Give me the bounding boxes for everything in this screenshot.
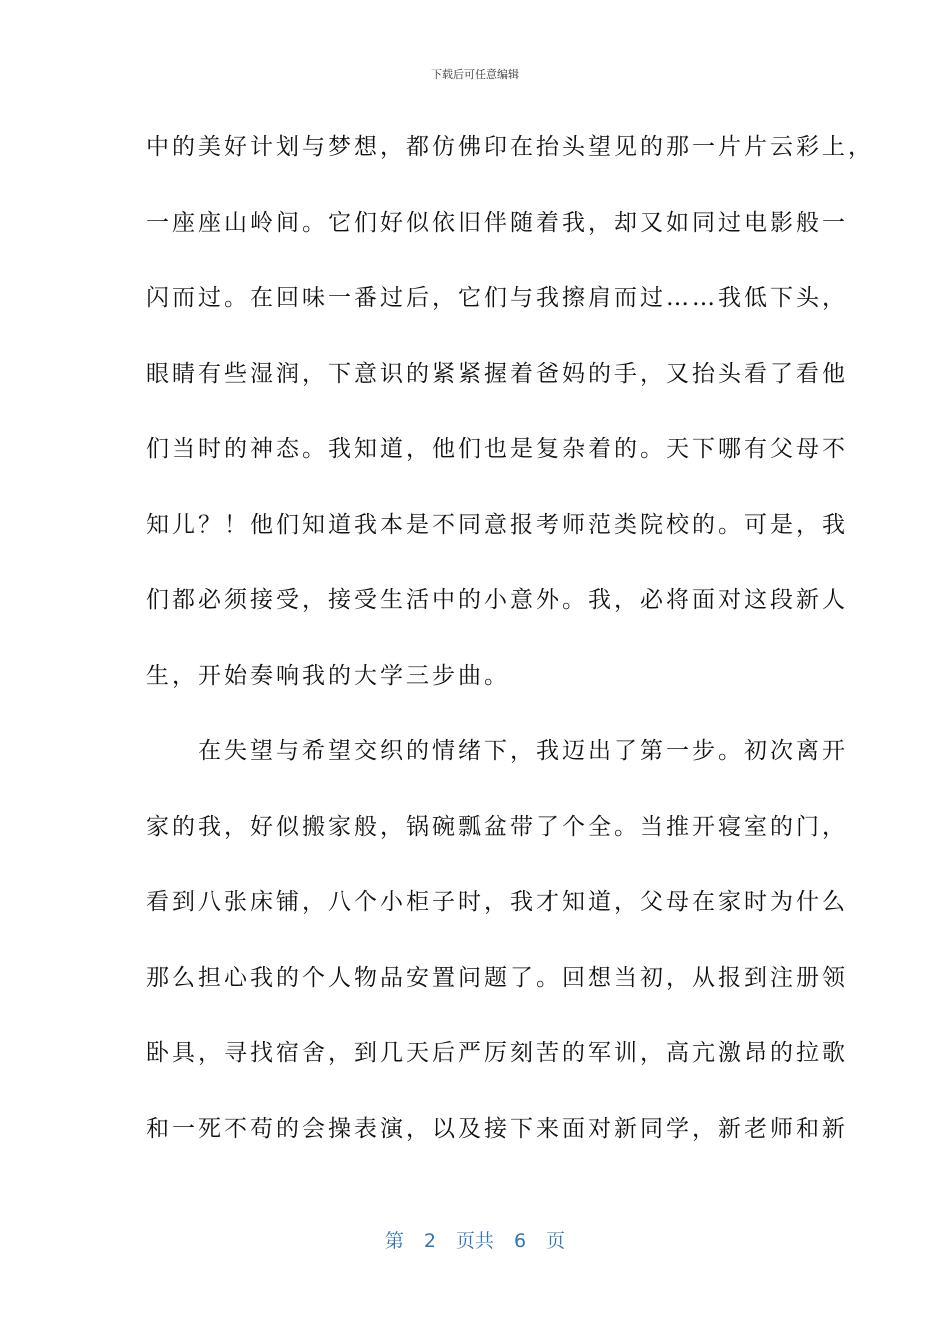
text-line: 中的美好计划与梦想，都仿佛印在抬头望见的那一片片云彩上， <box>146 134 874 160</box>
body-text <box>146 110 874 1167</box>
text-line: 知儿？！他们知道我本是不同意报考师范类院校的。可是，我 <box>146 511 848 538</box>
text-line: 在失望与希望交织的情绪下，我迈出了第一步。初次离开 <box>146 738 848 764</box>
page-header-note: 下载后可任意编辑 <box>431 68 519 81</box>
footer-label-di: 第 <box>384 1230 404 1252</box>
text-line: 们当时的神态。我知道，他们也是复杂着的。天下哪有父母不 <box>146 436 848 462</box>
page-footer <box>0 1226 950 1253</box>
text-line: 生，开始奏响我的大学三步曲。 <box>146 662 510 689</box>
text-line: 和一死不苟的会操表演，以及接下来面对新同学，新老师和新 <box>146 1115 848 1142</box>
text-line: 们都必须接受，接受生活中的小意外。我，必将面对这段新人 <box>146 587 848 613</box>
text-line: 一座座山岭间。它们好似依旧伴随着我，却又如同过电影般一 <box>146 209 848 236</box>
footer-page-total: 6 <box>514 1230 527 1252</box>
text-line: 那么担心我的个人物品安置问题了。回想当初，从报到注册领 <box>146 964 848 991</box>
text-line: 卧具，寻找宿舍，到几天后严厉刻苦的军训，高亢激昂的拉歌 <box>146 1040 848 1066</box>
text-line: 闪而过。在回味一番过后，它们与我擦肩而过……我低下头， <box>146 285 848 311</box>
footer-label-ye-gong: 页共 <box>455 1230 494 1252</box>
text-line: 看到八张床铺，八个小柜子时，我才知道，父母在家时为什么 <box>146 889 848 915</box>
footer-label-ye: 页 <box>546 1230 566 1252</box>
footer-page-current: 2 <box>423 1230 436 1252</box>
text-line: 眼睛有些湿润，下意识的紧紧握着爸妈的手，又抬头看了看他 <box>146 360 848 387</box>
text-line: 家的我，好似搬家般，锅碗瓢盆带了个全。当推开寝室的门， <box>146 813 848 840</box>
